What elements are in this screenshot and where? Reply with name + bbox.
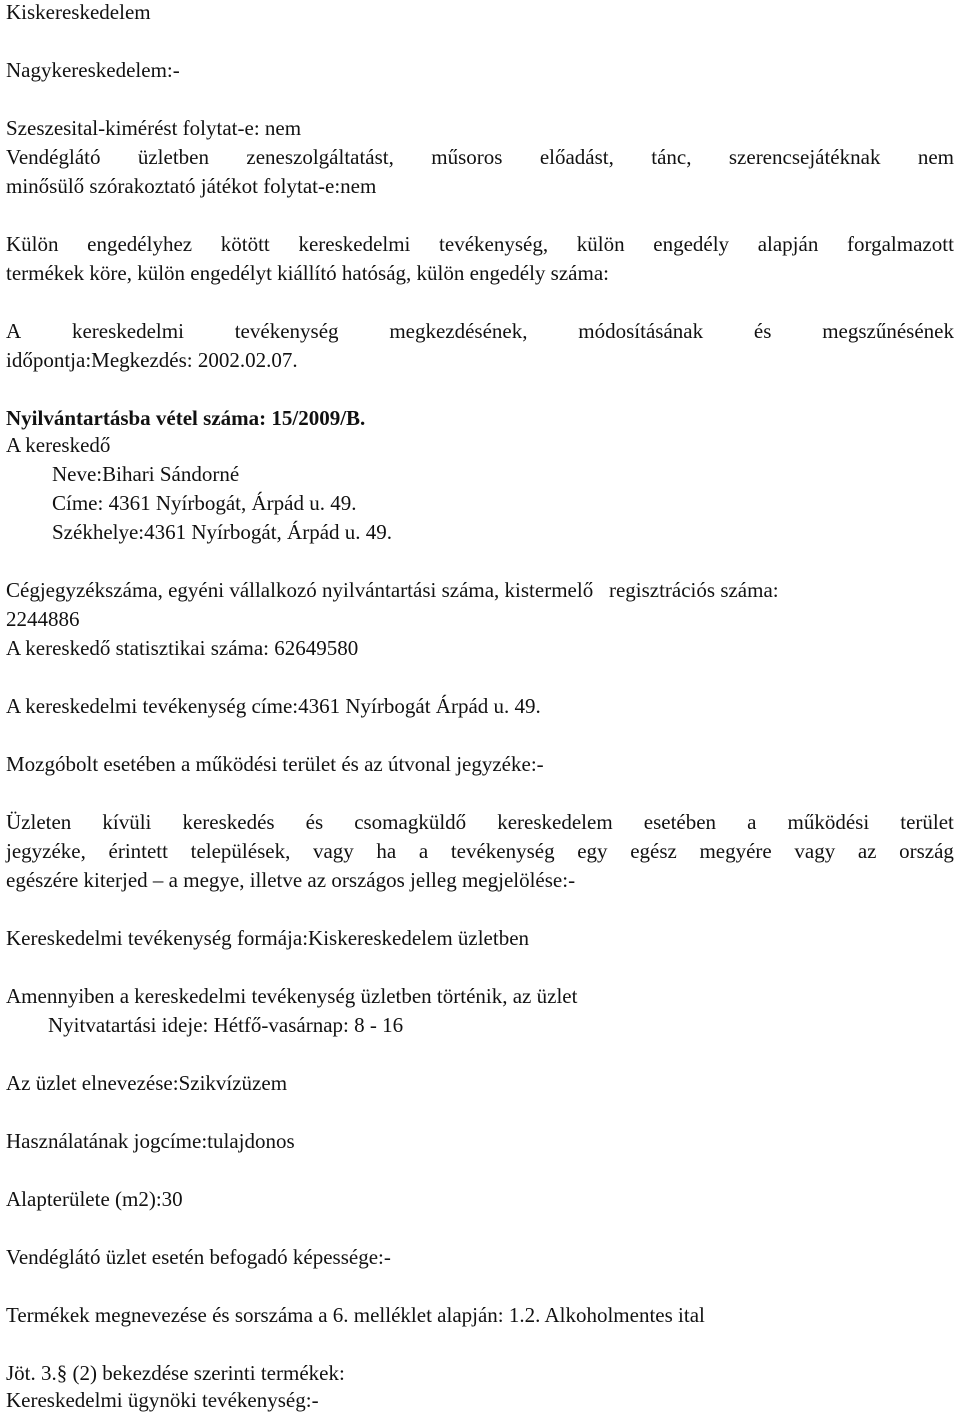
word: jegyzéke, bbox=[6, 839, 86, 863]
word: műsoros bbox=[431, 145, 503, 169]
doc-line-kereskedelmi-tevekenyseg bbox=[6, 319, 954, 343]
word: és bbox=[753, 319, 772, 343]
word: Külön bbox=[6, 232, 59, 256]
word: ha bbox=[376, 839, 397, 863]
doc-line-ugynoki: Kereskedelmi ügynöki tevékenység:- bbox=[6, 1388, 319, 1412]
doc-line-idopontja: időpontja:Megkezdés: 2002.02.07. bbox=[6, 348, 298, 372]
word: zeneszolgáltatást, bbox=[246, 145, 394, 169]
word: a bbox=[747, 810, 757, 834]
word: Üzleten bbox=[6, 810, 72, 834]
doc-line-amennyiben: Amennyiben a kereskedelmi tevékenység üzletben történik, az üzlet bbox=[6, 984, 578, 1008]
word: érintett bbox=[108, 839, 168, 863]
doc-line-szeszesital: Szeszesital-kimérést folytat-e: nem bbox=[6, 116, 302, 140]
word: egy bbox=[577, 839, 608, 863]
word: csomagküldő bbox=[354, 810, 467, 834]
doc-line-mozgobolt: Mozgóbolt esetében a működési terület és az útvonal jegyzéke:- bbox=[6, 752, 544, 776]
word: kereskedés bbox=[182, 810, 275, 834]
word: megyére bbox=[699, 839, 772, 863]
word: tevékenység bbox=[450, 839, 555, 863]
word: ország bbox=[899, 839, 954, 863]
word: és bbox=[305, 810, 324, 834]
word: Vendéglátó bbox=[6, 145, 101, 169]
word: működési bbox=[787, 810, 870, 834]
word: kívüli bbox=[102, 810, 152, 834]
word: kereskedelem bbox=[497, 810, 613, 834]
word: kötött bbox=[220, 232, 270, 256]
doc-line-termekek-kore: termékek köre, külön engedélyt kiállító hatóság, külön engedély száma: bbox=[6, 261, 609, 285]
doc-line-statisztikai: A kereskedő statisztikai száma: 62649580 bbox=[6, 636, 359, 660]
doc-line-regszam: 2244886 bbox=[6, 607, 80, 631]
word: tánc, bbox=[651, 145, 692, 169]
doc-line-vendeglato bbox=[6, 145, 954, 169]
doc-line-nagykereskedelem: Nagykereskedelem:- bbox=[6, 58, 180, 82]
word: megkezdésének, bbox=[389, 319, 528, 343]
doc-line-jot: Jöt. 3.§ (2) bekezdése szerinti termékek: bbox=[6, 1361, 345, 1385]
doc-line-a-kereskedo: A kereskedő bbox=[6, 433, 111, 457]
doc-line-nyilvantartas: Nyilvántartásba vétel száma: 15/2009/B. bbox=[6, 406, 366, 430]
doc-line-cime: Címe: 4361 Nyírbogát, Árpád u. 49. bbox=[52, 491, 357, 515]
word: az bbox=[857, 839, 877, 863]
word: a bbox=[418, 839, 429, 863]
word: tevékenység bbox=[234, 319, 339, 343]
word: vagy bbox=[794, 839, 836, 863]
word: vagy bbox=[312, 839, 354, 863]
doc-line-elnevezese: Az üzlet elnevezése:Szikvízüzem bbox=[6, 1071, 288, 1095]
word: terület bbox=[900, 810, 954, 834]
word: tevékenység, bbox=[439, 232, 549, 256]
word: külön bbox=[576, 232, 625, 256]
doc-line-tevekenyseg-cime: A kereskedelmi tevékenység címe:4361 Nyírbogát Árpád u. 49. bbox=[6, 694, 541, 718]
doc-line-kiskereskedelem: Kiskereskedelem bbox=[6, 0, 151, 24]
word: üzletben bbox=[137, 145, 209, 169]
word: A bbox=[6, 319, 22, 343]
word: települések, bbox=[190, 839, 291, 863]
doc-line-formaja: Kereskedelmi tevékenység formája:Kiskereskedelem üzletben bbox=[6, 926, 530, 950]
doc-line-szekhelye: Székhelye:4361 Nyírbogát, Árpád u. 49. bbox=[52, 520, 393, 544]
doc-line-befogado: Vendéglátó üzlet esetén befogadó képessége:- bbox=[6, 1245, 391, 1269]
word: módosításának bbox=[578, 319, 704, 343]
doc-line-alapterulete: Alapterülete (m2):30 bbox=[6, 1187, 183, 1211]
word: nem bbox=[917, 145, 954, 169]
word: megszűnésének bbox=[822, 319, 954, 343]
word: szerencsejátéknak bbox=[728, 145, 881, 169]
word: kereskedelmi bbox=[71, 319, 184, 343]
doc-line-jegyzeke bbox=[6, 839, 954, 863]
word: előadást, bbox=[539, 145, 614, 169]
doc-line-jogcime: Használatának jogcíme:tulajdonos bbox=[6, 1129, 295, 1153]
doc-line-termekek: Termékek megnevezése és sorszáma a 6. melléklet alapján: 1.2. Alkoholmentes ital bbox=[6, 1303, 705, 1327]
word: engedély bbox=[653, 232, 730, 256]
doc-line-minosulo: minősülő szórakoztató játékot folytat-e:nem bbox=[6, 174, 377, 198]
doc-line-neve: Neve:Bihari Sándorné bbox=[52, 462, 240, 486]
word: egész bbox=[630, 839, 677, 863]
doc-line-egeszere: egészére kiterjed – a megye, illetve az országos jelleg megjelölése:- bbox=[6, 868, 576, 892]
doc-line-nyitvatartas: Nyitvatartási ideje: Hétfő-vasárnap: 8 - 16 bbox=[48, 1013, 404, 1037]
word: kereskedelmi bbox=[298, 232, 411, 256]
word: alapján bbox=[757, 232, 819, 256]
doc-line-kulon-engedely bbox=[6, 232, 954, 256]
doc-line-uzleten-kivuli bbox=[6, 810, 954, 834]
word: esetében bbox=[643, 810, 717, 834]
word: engedélyhez bbox=[87, 232, 193, 256]
doc-line-cegjegyzek: Cégjegyzékszáma, egyéni vállalkozó nyilvántartási száma, kistermelő regisztrációs száma: bbox=[6, 578, 779, 602]
word: forgalmazott bbox=[847, 232, 954, 256]
